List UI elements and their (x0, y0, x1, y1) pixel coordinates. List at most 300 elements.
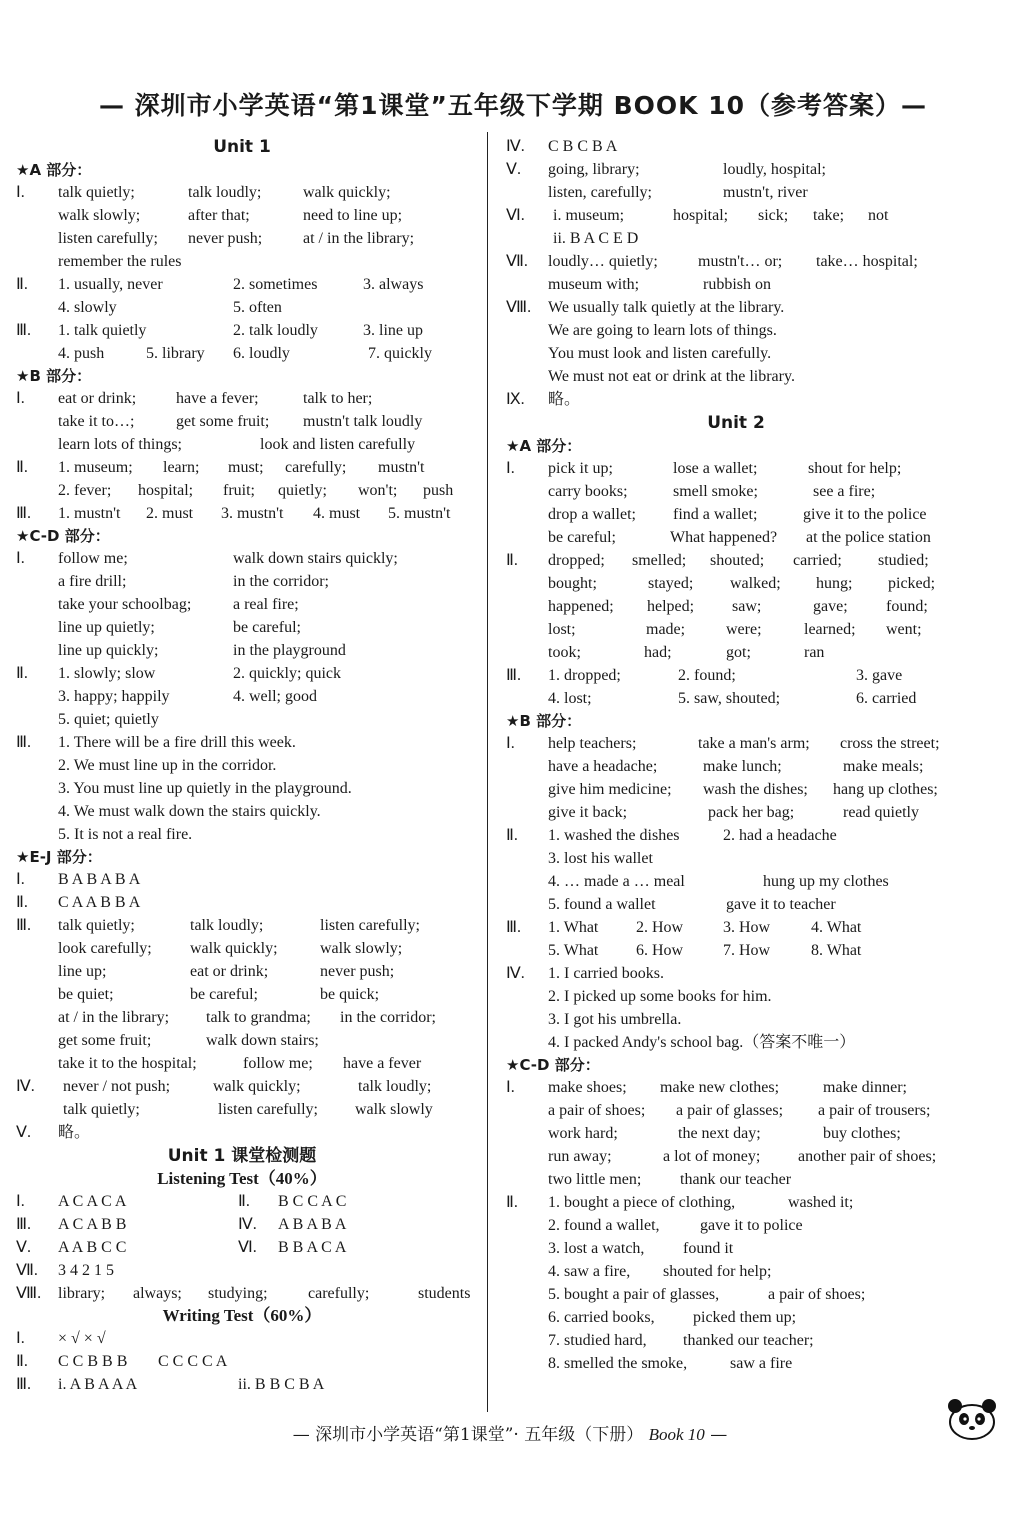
answer-text: 6. How (636, 942, 684, 959)
answer-row (16, 433, 468, 456)
question-number: Ⅳ. (506, 138, 525, 155)
answer-text: saw a fire (730, 1355, 793, 1372)
answer-row (16, 616, 468, 639)
answer-text: had; (644, 644, 672, 661)
answer-text: be careful; (233, 619, 301, 636)
answer-text: fruit; (223, 482, 255, 499)
answer-row (506, 870, 966, 893)
answer-text: walk slowly; (320, 940, 403, 957)
answer-row (16, 1213, 468, 1236)
answer-row (506, 1214, 966, 1237)
answer-text: bought; (548, 575, 597, 592)
answer-text: B B A C A (278, 1239, 347, 1256)
answer-text: made; (646, 621, 686, 638)
section-heading: ★A 部分： (16, 161, 92, 179)
question-number: Ⅱ. (16, 276, 28, 293)
answer-row (506, 801, 966, 824)
answer-text: line up quietly; (58, 619, 155, 636)
answer-text: make new clothes; (660, 1079, 780, 1096)
answer-text: found it (683, 1240, 734, 1257)
answer-text: work hard; (548, 1125, 618, 1142)
question-number: Ⅴ. (16, 1124, 31, 1141)
question-number: Ⅲ. (506, 667, 522, 684)
answer-text: at / in the library; (58, 1009, 170, 1026)
answer-row (16, 639, 468, 662)
answer-text: listen carefully; (218, 1101, 318, 1118)
answer-text: a pair of shoes; (548, 1102, 646, 1119)
answer-row (506, 1260, 966, 1283)
answer-text: 2. sometimes (233, 276, 318, 293)
answer-text: museum with; (548, 276, 640, 293)
question-number: Ⅷ. (16, 1285, 42, 1302)
answer-text: talk loudly; (190, 917, 264, 934)
answer-row (506, 985, 966, 1008)
answer-row (506, 549, 966, 572)
answer-text: always; (133, 1285, 182, 1302)
answer-text: 3. gave (856, 667, 903, 684)
answer-text: A C A C A (58, 1193, 127, 1210)
answer-text: were; (726, 621, 762, 638)
answer-text: walk quickly; (213, 1078, 301, 1095)
answer-text: give him medicine; (548, 781, 672, 798)
answer-text: talk quietly; (63, 1101, 140, 1118)
answer-text: × √ × √ (58, 1330, 106, 1347)
answer-text: 2. talk loudly (233, 322, 318, 339)
answer-text: Ⅵ. (238, 1239, 257, 1256)
answer-text: be careful; (548, 529, 616, 546)
answer-row (16, 547, 468, 570)
answer-text: We must not eat or drink at the library. (548, 368, 795, 385)
answer-text: 1. slowly; slow (58, 665, 156, 682)
unit-heading: Writing Test（60%） (162, 1306, 322, 1325)
panda-icon (942, 1392, 1002, 1442)
answer-text: not (868, 207, 889, 224)
answer-row (16, 181, 468, 204)
footer-book: Book 10 (648, 1425, 705, 1444)
answer-row (16, 800, 468, 823)
answer-text: 5. found a wallet (548, 896, 656, 913)
answer-text: found; (886, 598, 928, 615)
answer-row (16, 250, 468, 273)
answer-row (16, 1327, 468, 1350)
answer-text: 6. carried books, (548, 1309, 655, 1326)
answer-text: got; (726, 644, 751, 661)
answer-text: 3. happy; happily (58, 688, 170, 705)
answer-text: 8. What (811, 942, 862, 959)
answer-text: 5. bought a pair of glasses, (548, 1286, 720, 1303)
answer-row (16, 1236, 468, 1259)
answer-row (506, 319, 966, 342)
section-heading: ★E-J 部分： (16, 848, 102, 866)
answer-row (506, 1031, 966, 1054)
right-column (506, 135, 966, 1375)
answer-text: We usually talk quietly at the library. (548, 299, 785, 316)
answer-row (16, 1190, 468, 1213)
answer-text: run away; (548, 1148, 612, 1165)
answer-row (506, 847, 966, 870)
answer-text: 7. quickly (368, 345, 432, 362)
answer-text: studying; (208, 1285, 268, 1302)
answer-row (16, 731, 468, 754)
question-number: Ⅱ. (506, 552, 518, 569)
answer-text: carry books; (548, 483, 628, 500)
answer-text: never push; (188, 230, 263, 247)
answer-text: What happened? (670, 529, 778, 546)
column-divider (487, 132, 488, 1412)
answer-text: 3 4 2 1 5 (58, 1262, 114, 1279)
section-heading: ★C-D 部分： (16, 527, 110, 545)
answer-text: give it to the police (803, 506, 927, 523)
answer-text: hospital; (138, 482, 194, 499)
answer-text: walk slowly (355, 1101, 433, 1118)
answer-text: have a fever; (176, 390, 259, 407)
answer-text: walk down stairs quickly; (233, 550, 398, 567)
question-number: Ⅴ. (506, 161, 521, 178)
answer-text: picked them up; (693, 1309, 797, 1326)
answer-row (506, 755, 966, 778)
answer-text: C A A B B A (58, 894, 141, 911)
answer-text: stayed; (648, 575, 694, 592)
answer-text: 4. I packed Andy's school bag.（答案不唯一） (548, 1034, 856, 1051)
answer-text: help teachers; (548, 735, 637, 752)
answer-text: 1. What (548, 919, 599, 936)
answer-text: i. museum; (553, 207, 625, 224)
answer-text: need to line up; (303, 207, 403, 224)
answer-text: ran (804, 644, 825, 661)
answer-text: learn lots of things; (58, 436, 182, 453)
answer-text: be careful; (190, 986, 258, 1003)
answer-text: the next day; (678, 1125, 761, 1142)
answer-text: push (423, 482, 454, 499)
answer-text: 2. I picked up some books for him. (548, 988, 772, 1005)
answer-text: ii. B B C B A (238, 1376, 325, 1393)
answer-text: buy clothes; (823, 1125, 901, 1142)
answer-text: read quietly (843, 804, 919, 821)
answer-row (16, 960, 468, 983)
answer-text: take your schoolbag; (58, 596, 192, 613)
question-number: Ⅵ. (506, 207, 525, 224)
answer-row (506, 526, 966, 549)
answer-text: in the playground (233, 642, 346, 659)
answer-row (16, 227, 468, 250)
answer-text: washed it; (788, 1194, 854, 1211)
answer-text: hung; (816, 575, 853, 592)
answer-text: 5. mustn't (388, 505, 451, 522)
answer-text: 2. How (636, 919, 684, 936)
answer-text: studied; (878, 552, 929, 569)
answer-text: take; (813, 207, 845, 224)
answer-text: must; (228, 459, 264, 476)
section-heading: ★B 部分： (506, 712, 582, 730)
answer-text: mustn't, river (723, 184, 808, 201)
answer-text: smelled; (632, 552, 687, 569)
answer-row (16, 708, 468, 731)
question-number: Ⅲ. (16, 734, 32, 751)
question-number: Ⅰ. (16, 871, 25, 888)
answer-text: 3. always (363, 276, 424, 293)
answer-text: helped; (647, 598, 695, 615)
answer-text: learn; (163, 459, 200, 476)
answer-text: hang up clothes; (833, 781, 938, 798)
answer-text: A C A B B (58, 1216, 127, 1233)
answer-text: a pair of shoes; (768, 1286, 866, 1303)
answer-text: B C C A C (278, 1193, 347, 1210)
answer-row (506, 618, 966, 641)
answer-text: another pair of shoes; (798, 1148, 937, 1165)
answer-row (506, 1008, 966, 1031)
answer-text: 7. How (723, 942, 771, 959)
answer-text: 略。 (58, 1124, 91, 1141)
answer-row (506, 1237, 966, 1260)
answer-text: rubbish on (703, 276, 771, 293)
question-number: Ⅲ. (506, 919, 522, 936)
answer-text: drop a wallet; (548, 506, 636, 523)
answer-text: 2. fever; (58, 482, 112, 499)
answer-text: 1. bought a piece of clothing, (548, 1194, 736, 1211)
answer-text: went; (886, 621, 922, 638)
answer-text: never push; (320, 963, 395, 980)
answer-text: 4. must (313, 505, 361, 522)
answer-text: take it to the hospital; (58, 1055, 197, 1072)
answer-text: mustn't talk loudly (303, 413, 423, 430)
answer-text: make dinner; (823, 1079, 907, 1096)
question-number: Ⅰ. (16, 1330, 25, 1347)
answer-text: 5. quiet; quietly (58, 711, 159, 728)
section-heading: ★A 部分： (506, 437, 582, 455)
answer-row (506, 595, 966, 618)
answer-text: lost; (548, 621, 576, 638)
answer-text: 4. We must walk down the stairs quickly. (58, 803, 321, 820)
unit-heading: Listening Test（40%） (157, 1169, 327, 1188)
answer-row (16, 1029, 468, 1052)
answer-row (506, 641, 966, 664)
answer-text: loudly, hospital; (723, 161, 826, 178)
answer-row (16, 1075, 468, 1098)
section-heading: ★B 部分： (16, 367, 92, 385)
answer-text: A B A B A (278, 1216, 347, 1233)
answer-text: mustn't (378, 459, 425, 476)
left-column (16, 135, 471, 1396)
answer-row (506, 480, 966, 503)
answer-text: gave it to police (700, 1217, 803, 1234)
answer-text: talk to grandma; (206, 1009, 311, 1026)
answer-text: talk quietly; (58, 184, 135, 201)
answer-text: 3. line up (363, 322, 423, 339)
answer-text: mustn't… or; (698, 253, 783, 270)
answer-row (506, 1122, 966, 1145)
answer-text: eat or drink; (190, 963, 269, 980)
answer-row (16, 410, 468, 433)
answer-text: library; (58, 1285, 106, 1302)
answer-row (506, 342, 966, 365)
answer-text: smell smoke; (673, 483, 758, 500)
answer-text: We are going to learn lots of things. (548, 322, 777, 339)
answer-row (506, 503, 966, 526)
answer-text: lose a wallet; (673, 460, 758, 477)
answer-text: have a headache; (548, 758, 658, 775)
answer-text: 1. usually, never (58, 276, 163, 293)
answer-text: walked; (730, 575, 781, 592)
answer-row (506, 296, 966, 319)
question-number: Ⅲ. (16, 1216, 32, 1233)
answer-row (506, 1283, 966, 1306)
question-number: Ⅳ. (506, 965, 525, 982)
answer-row (506, 181, 966, 204)
answer-row (16, 319, 468, 342)
answer-text: listen carefully; (58, 230, 158, 247)
answer-text: 5. saw, shouted; (678, 690, 781, 707)
answer-text: gave it to teacher (726, 896, 836, 913)
answer-text: learned; (804, 621, 856, 638)
answer-row (506, 1168, 966, 1191)
answer-text: 2. had a headache (723, 827, 837, 844)
answer-text: 1. museum; (58, 459, 133, 476)
answer-text: remember the rules (58, 253, 182, 270)
answer-text: shouted for help; (663, 1263, 772, 1280)
answer-row (16, 296, 468, 319)
answer-text: 1. talk quietly (58, 322, 147, 339)
answer-row (506, 824, 966, 847)
answer-text: talk loudly; (188, 184, 262, 201)
question-number: Ⅰ. (16, 390, 25, 407)
answer-text: see a fire; (813, 483, 876, 500)
answer-text: follow me; (243, 1055, 313, 1072)
answer-row (506, 939, 966, 962)
answer-text: gave; (813, 598, 848, 615)
question-number: Ⅱ. (16, 459, 28, 476)
answer-text: pack her bag; (708, 804, 795, 821)
answer-text: students (418, 1285, 471, 1302)
page-footer (200, 1420, 820, 1446)
answer-text: line up; (58, 963, 107, 980)
answer-text: 1. There will be a fire drill this week. (58, 734, 296, 751)
answer-text: follow me; (58, 550, 128, 567)
answer-row (16, 1350, 468, 1373)
answer-text: talk to her; (303, 390, 373, 407)
answer-text: in the corridor; (340, 1009, 436, 1026)
answer-row (506, 664, 966, 687)
answer-text: find a wallet; (673, 506, 758, 523)
answer-text: 4. well; good (233, 688, 317, 705)
answer-text: thanked our teacher; (683, 1332, 814, 1349)
answer-row (506, 687, 966, 710)
answer-text: make shoes; (548, 1079, 627, 1096)
question-number: Ⅷ. (506, 299, 532, 316)
answer-text: shouted; (710, 552, 765, 569)
answer-row (16, 937, 468, 960)
question-number: Ⅶ. (16, 1262, 38, 1279)
answer-text: make meals; (843, 758, 924, 775)
answer-row (16, 502, 468, 525)
answer-text: 3. How (723, 919, 771, 936)
answer-text: get some fruit; (176, 413, 270, 430)
question-number: Ⅱ. (16, 665, 28, 682)
answer-text: eat or drink; (58, 390, 137, 407)
answer-row (16, 570, 468, 593)
answer-row (16, 1052, 468, 1075)
answer-row (506, 1352, 966, 1375)
answer-row (16, 1121, 468, 1144)
answer-row (506, 893, 966, 916)
answer-text: C B C B A (548, 138, 618, 155)
answer-row (506, 135, 966, 158)
answer-text: listen carefully; (320, 917, 420, 934)
answer-text: be quick; (320, 986, 380, 1003)
answer-text: 4. What (811, 919, 862, 936)
answer-text: B A B A B A (58, 871, 141, 888)
answer-row (16, 868, 468, 891)
answer-text: cross the street; (840, 735, 940, 752)
answer-text: 5. library (146, 345, 205, 362)
answer-text: carefully; (308, 1285, 370, 1302)
answer-text: thank our teacher (680, 1171, 792, 1188)
answer-text: You must look and listen carefully. (548, 345, 772, 362)
question-number: Ⅰ. (506, 1079, 515, 1096)
answer-row (16, 593, 468, 616)
answer-row (506, 1099, 966, 1122)
answer-text: 6. loudly (233, 345, 290, 362)
answer-row (506, 457, 966, 480)
question-number: Ⅱ. (16, 1353, 28, 1370)
answer-text: have a fever (343, 1055, 422, 1072)
answer-text: 6. carried (856, 690, 917, 707)
answer-row (16, 891, 468, 914)
answer-row (506, 962, 966, 985)
question-number: Ⅲ. (16, 505, 32, 522)
answer-text: take a man's arm; (698, 735, 810, 752)
answer-text: pick it up; (548, 460, 613, 477)
question-number: Ⅰ. (16, 184, 25, 201)
question-number: Ⅰ. (506, 735, 515, 752)
answer-row (506, 273, 966, 296)
answer-row (506, 1191, 966, 1214)
answer-text: talk loudly; (358, 1078, 432, 1095)
answer-text: 8. smelled the smoke, (548, 1355, 688, 1372)
answer-row (506, 250, 966, 273)
answer-text: walk down stairs; (206, 1032, 319, 1049)
answer-text: carefully; (285, 459, 347, 476)
answer-text: walk slowly; (58, 207, 141, 224)
answer-row (16, 754, 468, 777)
answer-text: 3. You must line up quietly in the playground. (58, 780, 352, 797)
answer-text: sick; (758, 207, 789, 224)
answer-text: 4. … made a … meal (548, 873, 685, 890)
answer-row (16, 204, 468, 227)
answer-text: took; (548, 644, 581, 661)
answer-text: a real fire; (233, 596, 299, 613)
unit-heading: Unit 2 (707, 413, 765, 433)
answer-row (506, 572, 966, 595)
answer-text: be quiet; (58, 986, 114, 1003)
answer-text: won't; (358, 482, 398, 499)
question-number: Ⅲ. (16, 917, 32, 934)
answer-text: 2. found a wallet, (548, 1217, 660, 1234)
answer-row (506, 1306, 966, 1329)
answer-text: 1. I carried books. (548, 965, 664, 982)
answer-row (506, 158, 966, 181)
answer-text: 1. mustn't (58, 505, 121, 522)
answer-text: 4. lost; (548, 690, 592, 707)
answer-row (16, 1259, 468, 1282)
answer-text: in the corridor; (233, 573, 329, 590)
answer-text: 4. slowly (58, 299, 117, 316)
question-number: Ⅰ. (16, 550, 25, 567)
answer-text: wash the dishes; (703, 781, 808, 798)
question-number: Ⅴ. (16, 1239, 31, 1256)
answer-text: 2. We must line up in the corridor. (58, 757, 277, 774)
question-number: Ⅶ. (506, 253, 528, 270)
answer-text: get some fruit; (58, 1032, 152, 1049)
